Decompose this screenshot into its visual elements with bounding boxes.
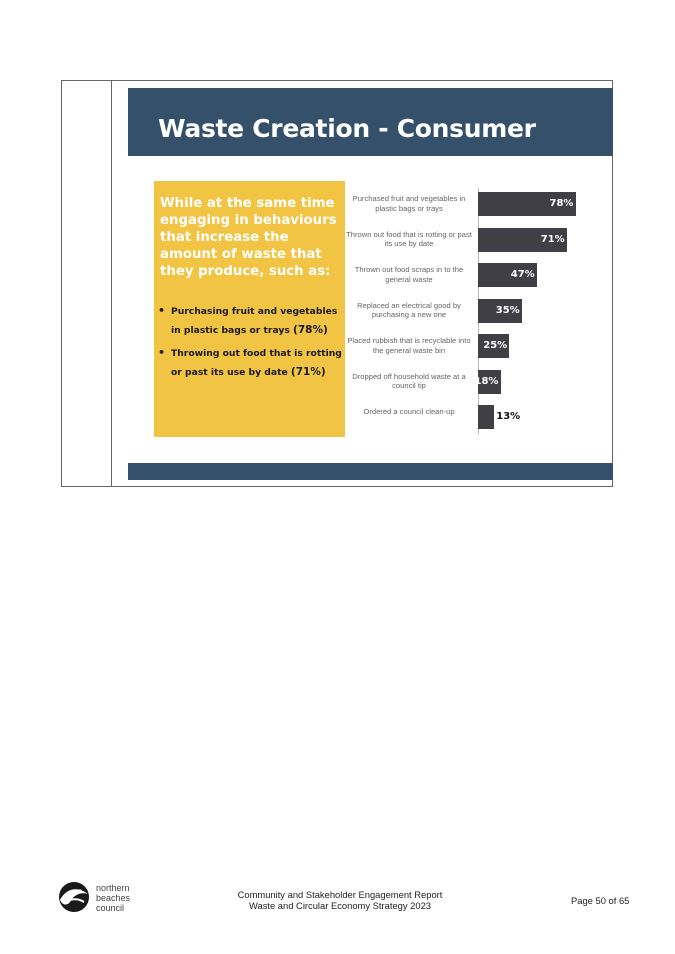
bullet-text: Throwing out food that is rotting or past its use by date: [171, 348, 342, 378]
brand-line: northern: [96, 883, 130, 893]
summary-panel: [154, 181, 345, 437]
category-label: Thrown out food that is rotting or past its use by date: [346, 229, 472, 248]
summary-heading: While at the same time engaging in behaviours that increase the amount of waste that they produce, such as:: [160, 196, 337, 279]
footer-report-title: [200, 889, 480, 911]
bar-value-label: 13%: [496, 411, 521, 422]
bar-value-label: 18%: [474, 375, 499, 387]
bar-value-label: 71%: [540, 233, 565, 245]
page-number: Page 50 of 65: [571, 895, 630, 906]
bullet-dot-icon: •: [158, 304, 166, 317]
bar-value-label: 47%: [510, 269, 535, 280]
bullet-dot-icon: •: [158, 346, 166, 359]
council-brand-text: [96, 883, 130, 913]
behaviour-bar-chart: [345, 185, 613, 435]
category-label: Replaced an electrical good by purchasing a new one: [357, 300, 461, 319]
slide-bottom-band: [128, 463, 613, 480]
report-title: Community and Stakeholder Engagement Report: [237, 889, 443, 900]
bar-value-label: 25%: [483, 340, 508, 351]
bar-value-label: 78%: [549, 198, 574, 209]
category-label: Thrown out food scraps in to the general waste: [354, 265, 464, 284]
category-label: Dropped off household waste at a council tip: [352, 371, 466, 390]
brand-line: beaches: [96, 893, 131, 903]
bar-value-label: 35%: [495, 304, 520, 316]
category-label: Purchased fruit and vegetables in plastic bags or trays: [352, 194, 466, 213]
bullet-text: Purchasing fruit and vegetables in plastic bags or trays: [171, 306, 338, 336]
brand-line: council: [96, 903, 125, 913]
category-label: Ordered a council clean-up: [363, 407, 455, 416]
council-logo-icon: [54, 880, 94, 914]
bullet-item: [158, 344, 344, 382]
frame-divider: [111, 80, 112, 487]
bar: [478, 405, 494, 429]
slide-title-band: [128, 88, 613, 156]
slide-title: Waste Creation - Consumer: [158, 114, 536, 143]
category-label: Placed rubbish that is recyclable into the general waste bin: [347, 336, 471, 355]
report-subtitle: Waste and Circular Economy Strategy 2023: [248, 900, 432, 911]
bullet-percent: (78%): [293, 324, 328, 336]
bullet-item: [158, 302, 344, 340]
bullet-percent: (71%): [290, 366, 326, 378]
